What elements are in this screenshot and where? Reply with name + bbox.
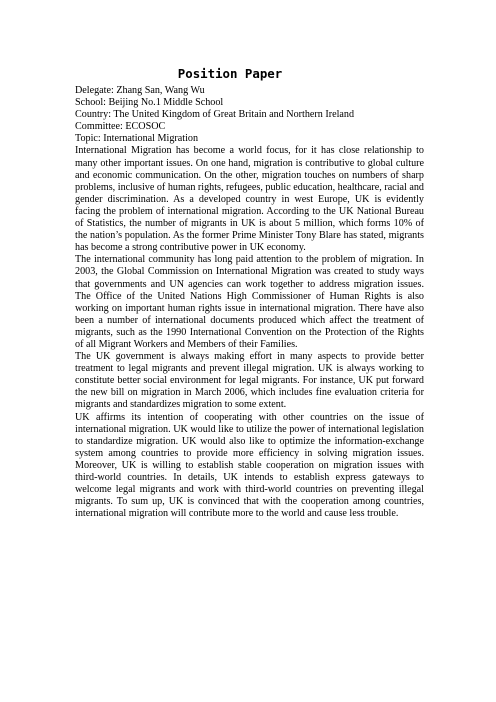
school-line: School: Beijing No.1 Middle School <box>75 97 224 109</box>
paragraph-uk-policy: The UK government is always making effort in many aspects to provide better treatment to legal migrants and prevent illegal migration. UK is always working to constitute better social environment for legal migrants. For instance, UK put forward the new bill on migration in March 2006, which includes fine evaluation criteria for migrants and standardizes migration to some extent. <box>75 351 424 411</box>
paragraph-international-action: The international community has long paid attention to the problem of migration. In 2003, the Global Commission on International Migration was created to study ways that governments and UN agencies can work together to address migration issues. The Office of the United Nations High Commissioner of Human Rights is also working on important human rights issue in international migration. There have also been a number of international documents produced which affect the treatment of migrants, such as the 1990 International Convention on the Protection of the Rights of all Migrant Workers and Members of their Families. <box>75 254 424 350</box>
delegate-line: Delegate: Zhang San, Wang Wu <box>75 85 205 96</box>
committee-line: Committee: ECOSOC <box>75 121 166 133</box>
paragraph-uk-proposals: UK affirms its intention of cooperating with other countries on the issue of international migration. UK would like to utilize the power of international legislation to standardize migration. UK would also like to optimize the information-exchange system among countries to provide more efficiency in solving migration issues. Moreover, UK is willing to establish stable cooperation on migration issues with third-world countries. In details, UK intends to establish express gateways to welcome legal migrants and work with third-world countries on preventing illegal migrants. To sum up, UK is convinced that with the cooperation among countries, international migration will contribute more to the world and cause less trouble. <box>75 411 424 520</box>
country-line: Country: The United Kingdom of Great Britain and Northern Ireland <box>75 109 355 121</box>
document-title: Position Paper <box>177 66 283 81</box>
document-body <box>75 85 424 520</box>
topic-line: Topic: International Migration <box>75 133 199 145</box>
paragraph-introduction: International Migration has become a world focus, for it has close relationship to many other important issues. On one hand, migration is contributive to global culture and economic communication. On the other, migration touches on numbers of sharp problems, inclusive of human rights, refugees, public education, healthcare, racial and gender discrimination. As a developed country in west Europe, UK is evidently facing the problem of international migration. According to the UK National Bureau of Statistics, the number of migrants in UK is about 5 million, which forms 10% of the nation’s population. As the former Prime Minister Tony Blare has stated, migrants has become a strong contributive power in UK economy. <box>75 145 424 254</box>
